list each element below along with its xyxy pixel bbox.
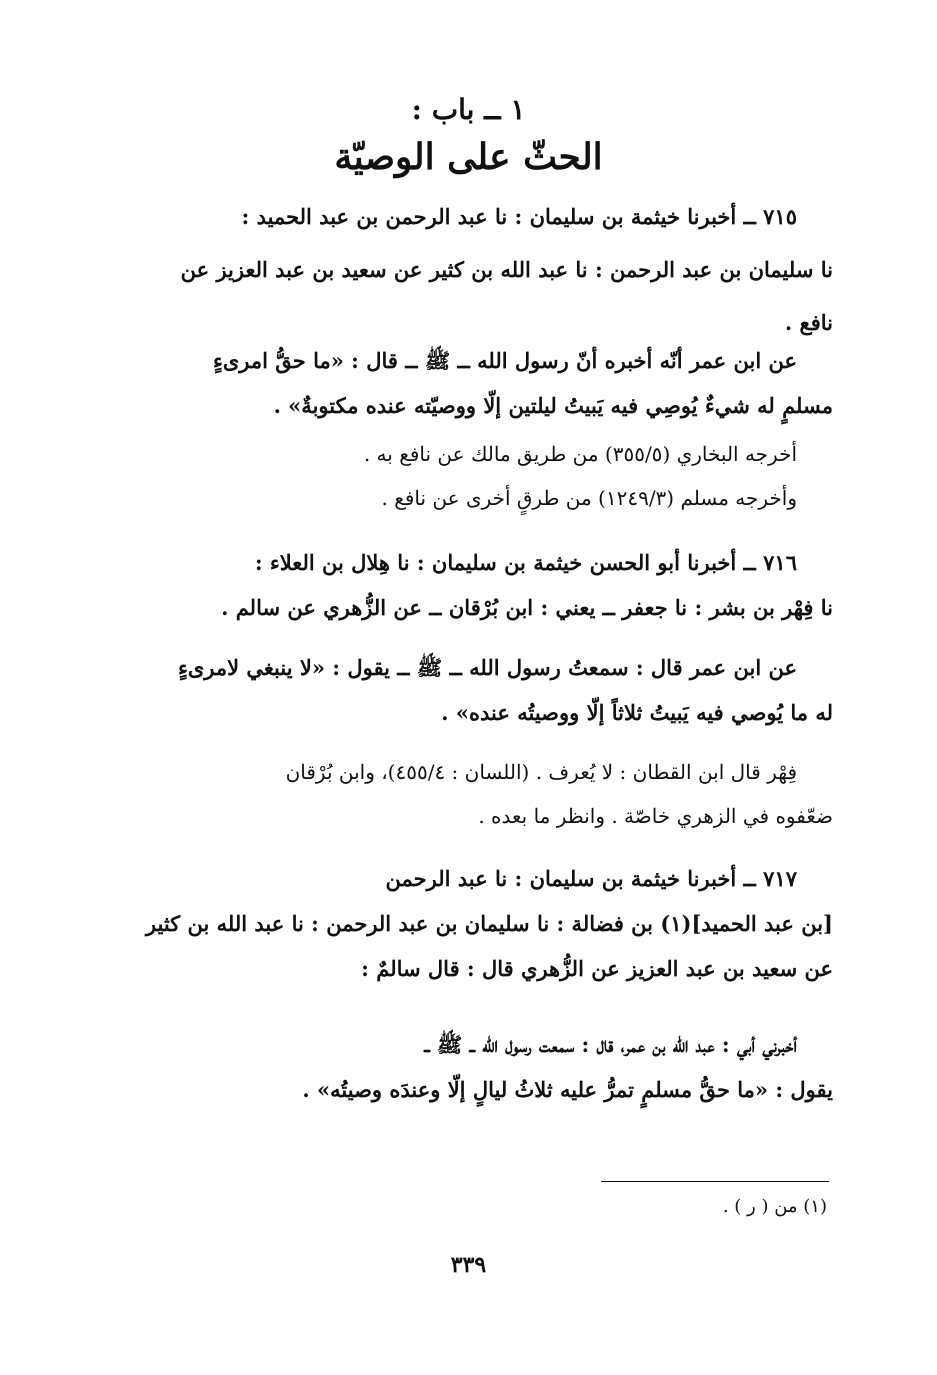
- text-line: ٧١٧ ــ أخبرنا خيثمة بن سليمان : نا عبد الرحمن: [385, 866, 797, 891]
- hadith-717-isnad: [132, 856, 833, 991]
- text-line: وأخرجه مسلم (١٢٤٩/٣) من طرقٍ أخرى عن نافع .: [381, 486, 797, 510]
- text-line: فِهْر قال ابن القطان : لا يُعرف . (اللسان : ٤٥٥/٤)، وابن بُرْقان: [285, 760, 797, 784]
- text-line: عن ابن عمر قال : سمعتُ رسول الله ــ ﷺ ــ يقول : «لا ينبغي لامرىءٍ: [177, 655, 797, 680]
- text-line: نا فِهْر بن بشر : نا جعفر ــ يعني : ابن بُرْقان ــ عن الزُّهري عن سالم .: [221, 595, 833, 620]
- text-line: ٧١٦ ــ أخبرنا أبو الحسن خيثمة بن سليمان : نا هِلال بن العلاء :: [254, 550, 797, 575]
- text-line: نافع .: [784, 310, 833, 335]
- text-line: أخبرني أبي : عبد الله بن عمر، قال : سمعت رسول الله ــ ﷺ ــ: [424, 1032, 797, 1057]
- footnote-divider: [601, 1181, 829, 1182]
- page-number: ٣٣٩: [450, 1252, 487, 1278]
- text-line: ضعّفوه في الزهري خاصّة . وانظر ما بعده .: [478, 804, 833, 828]
- hadith-715-isnad: [132, 190, 833, 349]
- hadith-716-note: [132, 750, 833, 838]
- hadith-716-isnad: [132, 540, 833, 630]
- chapter-number: ١ ــ باب :: [411, 93, 526, 126]
- hadith-715-matn: [132, 338, 833, 428]
- footnote: (١) من ( ر ) .: [722, 1196, 827, 1217]
- text-line: له ما يُوصي فيه يَبيتُ ثلاثاً إلّا ووصيتُه عنده» .: [441, 700, 833, 725]
- hadith-715-takhrij: [132, 432, 833, 520]
- text-line: مسلمٍ له شيءٌ يُوصِي فيه يَبيتُ ليلتين إلّا ووصيّته عنده مكتوبةٌ» .: [273, 393, 833, 418]
- text-line: ٧١٥ ــ أخبرنا خيثمة بن سليمان : نا عبد الرحمن بن عبد الحميد :: [241, 204, 797, 229]
- text-line: أخرجه البخاري (٣٥٥/٥) من طريق مالك عن نافع به .: [363, 442, 797, 466]
- hadith-717-matn: [132, 1022, 833, 1112]
- text-line: عن ابن عمر أنّه أخبره أنّ رسول الله ــ ﷺ ــ قال : «ما حقُّ امرىءٍ: [212, 348, 797, 373]
- chapter-title: الحثّ على الوصيّة: [334, 136, 603, 178]
- text-line: يقول : «ما حقُّ مسلمٍ تمرُّ عليه ثلاثُ ليالٍ إلّا وعندَه وصيتُه» .: [302, 1077, 833, 1102]
- text-line: نا سليمان بن عبد الرحمن : نا عبد الله بن كثير عن سعيد بن عبد العزيز عن: [180, 257, 833, 282]
- text-line: عن سعيد بن عبد العزيز عن الزُّهري قال : قال سالمٌ :: [361, 956, 833, 981]
- hadith-716-matn: [132, 645, 833, 735]
- text-line: [بن عبد الحميد](١) بن فضالة : نا سليمان بن عبد الرحمن : نا عبد الله بن كثير: [145, 911, 833, 936]
